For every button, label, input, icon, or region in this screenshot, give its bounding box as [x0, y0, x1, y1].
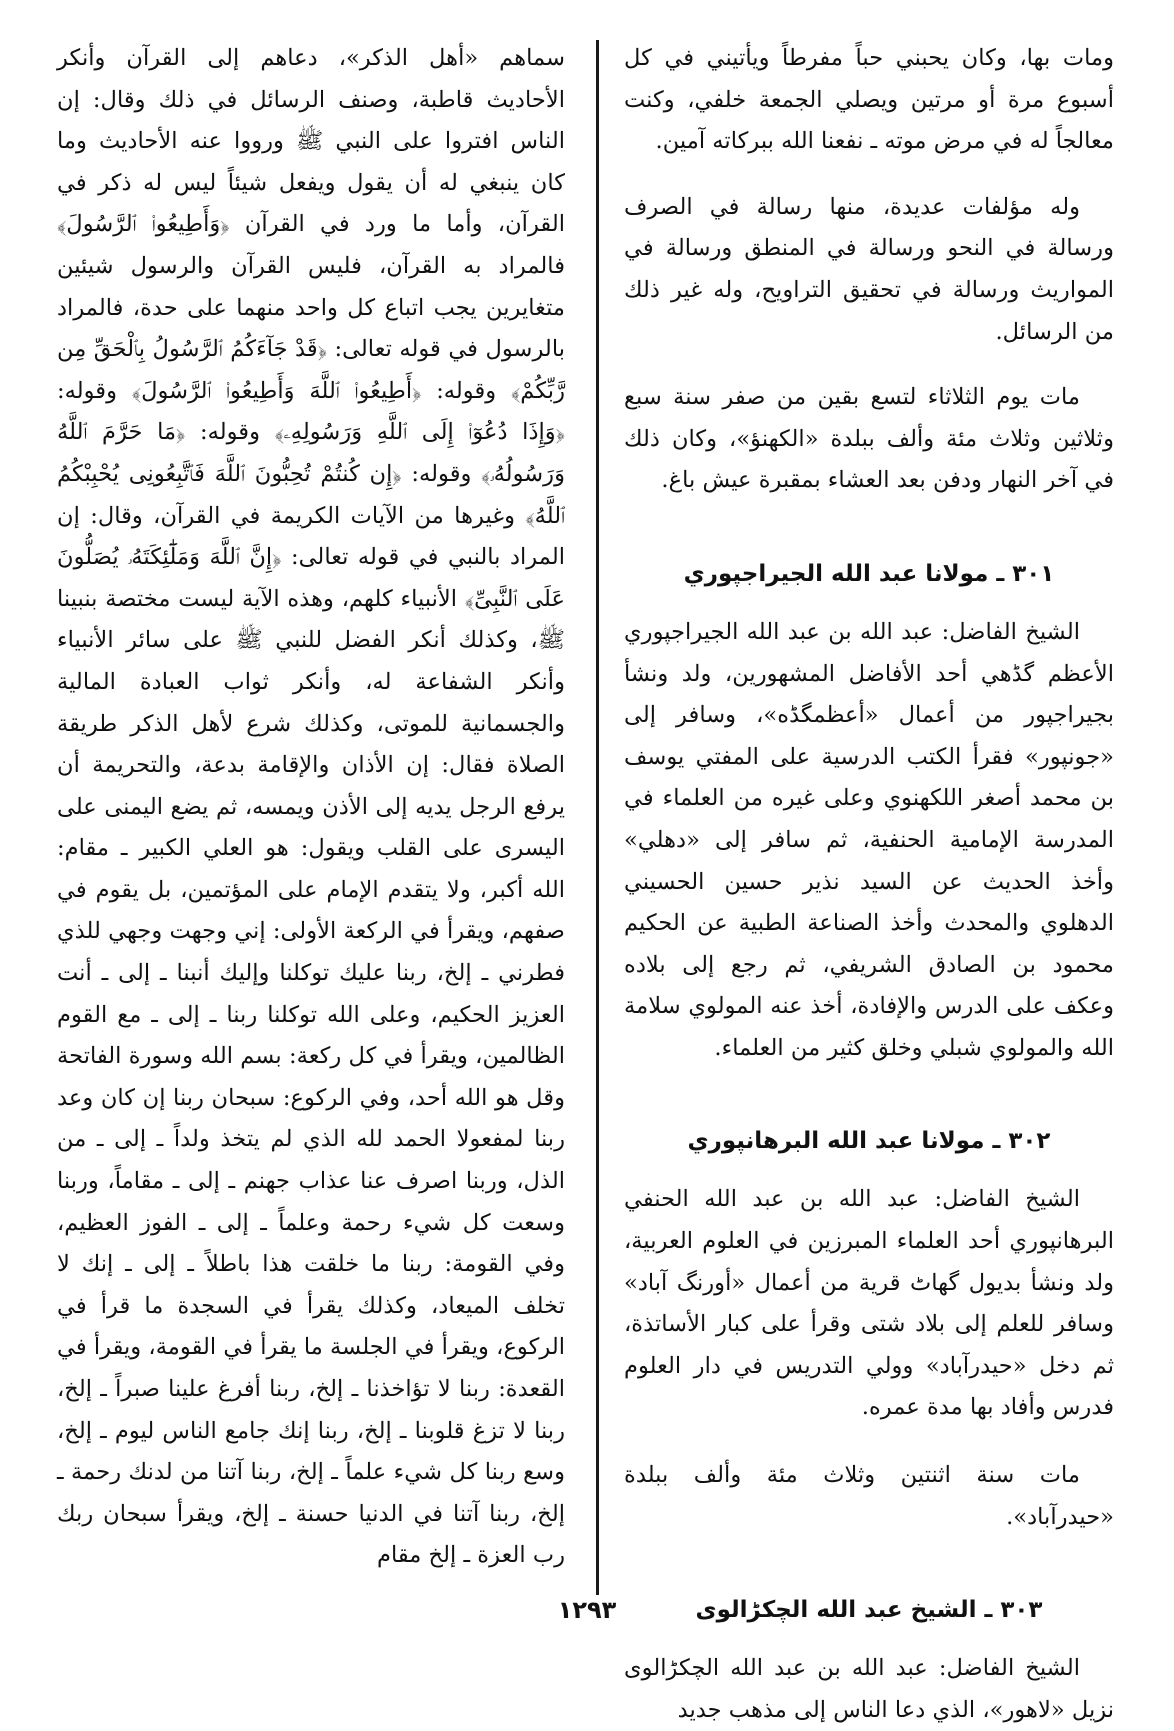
paragraph: الشيخ الفاضل: عبد الله بن عبد الله الچکڑالوی نزيل «لاهور»، الذي دعا الناس إلى مذهب جديد	[624, 1655, 1114, 1723]
paragraph: سماهم «أهل الذكر»، دعاهم إلى القرآن وأنكر الأحاديث قاطبة، وصنف الرسائل في ذلك وقال: إن الناس افتروا على النبي ﷺ ورووا عنه الأحاديث وما كان ينبغي له أن يقول ويفعل شيئاً ليس له ذكر في القرآن، وأما ما ورد في القرآن ﴿وَأَطِيعُوا۟ ٱلرَّسُولَ﴾ فالمراد به القرآن، فليس القرآن والرسول شيئين متغايرين يجب اتباع كل واحد منهما على حدة، فالمراد بالرسول في قوله تعالى: ﴿قَدْ جَآءَكُمُ ٱلرَّسُولُ بِٱلْحَقِّ مِن رَّبِّكُمْ﴾ وقوله: ﴿أَطِيعُوا۟ ٱللَّهَ وَأَطِيعُوا۟ ٱلرَّسُولَ﴾ وقوله: ﴿وَإِذَا دُعُوٓا۟ إِلَى ٱللَّهِ وَرَسُولِهِۦ﴾ وقوله: ﴿مَا حَرَّمَ ٱللَّهُ وَرَسُولُهُۥ﴾ وقوله: ﴿إِن كُنتُمْ تُحِبُّونَ ٱللَّهَ فَٱتَّبِعُونِى يُحْبِبْكُمُ ٱللَّهُ﴾ وغيرها من الآيات الكريمة في القرآن، وقال: إن المراد بالنبي في قوله تعالى: ﴿إِنَّ ٱللَّهَ وَمَلَٰٓئِكَتَهُۥ يُصَلُّونَ عَلَى ٱلنَّبِىِّ﴾ الأنبياء كلهم، وهذه الآية ليست مختصة بنبينا ﷺ، وكذلك أنكر الفضل للنبي ﷺ على سائر الأنبياء وأنكر الشفاعة له، وأنكر ثواب العبادة المالية والجسمانية للموتى، وكذلك شرع لأهل الذكر طريقة الصلاة فقال: إن الأذان والإقامة بدعة، والتحريمة أن يرفع الرجل يديه إلى الأذن ويمسه، ثم يضع اليمنى على اليسرى على القلب ويقول: هو العلي الكبير ـ مقام: الله أكبر، ولا يتقدم الإمام على المؤتمين، بل يقوم في صفهم، ويقرأ في الركعة الأولى: إني وجهت وجهي للذي فطرني ـ إلخ، ربنا عليك توكلنا وإليك أنبنا ـ إلى ـ أنت العزيز الحكيم، وعلى الله توكلنا ربنا ـ إلى ـ مع القوم الظالمين، ويقرأ في كل ركعة: بسم الله وسورة الفاتحة وقل هو الله أحد، وفي الركوع: سبحان ربنا إن كان وعد ربنا لمفعولا الحمد لله الذي لم يتخذ ولداً ـ إلى ـ من الذل، وربنا اصرف عنا عذاب جهنم ـ إلى ـ مقاماً، وربنا وسعت كل شيء رحمة وعلماً ـ إلى ـ الفوز العظيم، وفي القومة: ربنا ما خلقت هذا باطلاً ـ إلى ـ إنك لا تخلف الميعاد، وكذلك يقرأ في السجدة ما قرأ في الركوع، ويقرأ في الجلسة ما يقرأ في القومة، ويقرأ في القعدة: ربنا لا تؤاخذنا ـ إلخ، ربنا أفرغ علينا صبراً ـ إلخ، ربنا لا تزغ قلوبنا ـ إلخ، ربنا إنك جامع الناس ليوم ـ إلخ، وسع ربنا كل شيء علماً ـ إلخ، ربنا آتنا من لدنك رحمة ـ إلخ، ربنا آتنا في الدنيا حسنة ـ إلخ، ويقرأ سبحان ربك رب العزة ـ إلخ مقام	[57, 45, 565, 1569]
right-column	[624, 38, 1114, 1723]
page-number: ١٢٩٣	[557, 1596, 617, 1624]
entry-heading-301: ٣٠١ ـ مولانا عبد الله الجيراجپوري	[683, 560, 1055, 587]
paragraph: مات يوم الثلاثاء لتسع بقين من صفر سنة سبع وثلاثين وثلاث مئة وألف ببلدة «الكهنؤ»، وكان ذلك في آخر النهار ودفن بعد العشاء بمقبرة عيش باغ.	[624, 384, 1114, 494]
paragraph: مات سنة اثنتين وثلاث مئة وألف ببلدة «حيدرآباد».	[624, 1462, 1114, 1530]
entry-heading-303: ٣٠٣ ـ الشيخ عبد الله الچکڑالوی	[695, 1597, 1043, 1624]
paragraph: الشيخ الفاضل: عبد الله بن عبد الله الجيراجپوري الأعظم گڈهي أحد الأفاضل المشهورين، ولد ونشأ بجيراجپور من أعمال «أعظمگڈه»، وسافر إلى «جونپور» فقرأ الكتب الدرسية على المفتي يوسف بن محمد أصغر اللكهنوي وعلى غيره من العلماء في المدرسة الإمامية الحنفية، ثم سافر إلى «دهلي» وأخذ الحديث عن السيد نذير حسين الحسيني الدهلوي والمحدث وأخذ الصناعة الطبية عن الحكيم محمود بن الصادق الشريفي، ثم رجع إلى بلاده وعكف على الدرس والإفادة، أخذ عنه المولوي سلامة الله والمولوي شبلي وخلق كثير من العلماء.	[624, 618, 1114, 1061]
column-divider	[596, 40, 599, 1595]
paragraph: ومات بها، وكان يحبني حباً مفرطاً ويأتيني في كل أسبوع مرة أو مرتين ويصلي الجمعة خلفي، وكنت معالجاً له في مرض موته ـ نفعنا الله ببركاته آمين.	[624, 45, 1114, 155]
left-column	[57, 38, 565, 1578]
paragraph: الشيخ الفاضل: عبد الله بن عبد الله الحنفي البرهانپوري أحد العلماء المبرزين في العلوم العربية، ولد ونشأ بديول گهاٹ قرية من أعمال «أورنگ آباد» وسافر للعلم إلى بلاد شتى وقرأ على كبار الأساتذة، ثم دخل «حيدرآباد» وولي التدريس في دار العلوم فدرس وأفاد بها مدة عمره.	[624, 1186, 1114, 1421]
entry-heading-302: ٣٠٢ ـ مولانا عبد الله البرهانپوري	[687, 1128, 1051, 1155]
paragraph: وله مؤلفات عديدة، منها رسالة في الصرف ورسالة في النحو ورسالة في المنطق ورسالة في المواريث ورسالة في تحقيق التراويح، وله غير ذلك من الرسائل.	[624, 193, 1114, 345]
